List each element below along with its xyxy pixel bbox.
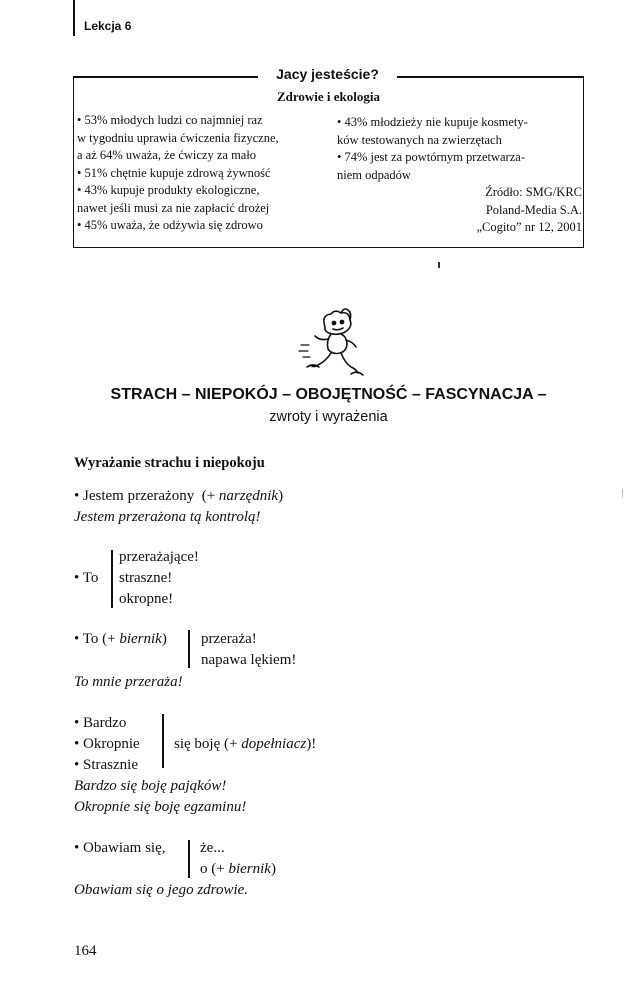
case-name: biernik <box>119 631 162 647</box>
case-open: (+ <box>201 488 216 504</box>
example-sentence: Obawiam się o jego zdrowie. <box>74 882 249 898</box>
stat-line: a aż 64% uważa, że ćwiczy za mało <box>77 148 257 162</box>
case-name: narzędnik <box>218 488 279 504</box>
option-text <box>200 859 276 880</box>
option-text: • Bardzo <box>74 715 127 731</box>
example-sentence: Okropnie się boję egzaminu! <box>74 799 247 815</box>
box-left-column <box>77 112 327 235</box>
scan-mark <box>622 489 623 498</box>
stat-line: w tygodniu uprawia ćwiczenia fizyczne, <box>77 130 279 145</box>
option-text: straszne! <box>119 570 173 586</box>
subheading: Wyrażanie strachu i niepokoju <box>74 455 265 471</box>
case-close: ) <box>278 488 284 504</box>
option-text: że... <box>200 840 225 856</box>
scan-mark <box>438 262 440 268</box>
expression-line <box>74 486 283 507</box>
box-top-rule <box>73 76 258 78</box>
stat-line: • 51% chętnie kupuje zdrową żywność <box>77 165 271 180</box>
option-text: napawa lękiem! <box>201 652 297 668</box>
option-text: okropne! <box>119 591 174 607</box>
expression-text: o (+ <box>200 861 225 877</box>
expression-line <box>174 734 316 755</box>
stat-line: • 43% młodzieży nie kupuje kosmety- <box>337 115 528 129</box>
example-sentence: Jestem przerażona tą kontrolą! <box>74 509 261 525</box>
case-close: ) <box>270 861 276 877</box>
box-top-rule <box>397 76 583 78</box>
bracket-line <box>188 630 190 668</box>
stat-line: • 45% uważa, że odżywia się zdrowo <box>77 218 263 232</box>
option-text: przerażające! <box>119 549 199 565</box>
stat-line: • 74% jest za powtórnym przetwarza- <box>337 150 525 164</box>
case-name: dopełniacz <box>241 736 307 752</box>
source-line: Poland-Media S.A. <box>485 202 582 217</box>
expression-text: się boję (+ <box>174 736 238 752</box>
bracket-line <box>162 714 164 768</box>
stat-line: • 43% kupuje produkty ekologiczne, <box>77 183 260 197</box>
bracket-line <box>188 840 190 878</box>
expression-prefix <box>74 629 167 650</box>
option-text: przeraża! <box>201 631 257 647</box>
box-subtitle: Zdrowie i ekologia <box>276 89 381 104</box>
section-title: STRACH – NIEPOKÓJ – OBOJĘTNOŚĆ – FASCYNACJA – <box>110 386 547 403</box>
expression-prefix: • Obawiam się, <box>74 840 166 856</box>
option-text: • Okropnie <box>74 736 140 752</box>
box-title: Jacy jesteście? <box>276 66 379 82</box>
case-close: ) <box>161 631 167 647</box>
example-sentence: To mnie przeraża! <box>74 674 183 690</box>
expression-text: • To (+ <box>74 631 116 647</box>
case-close: )! <box>306 736 317 752</box>
box-right-column <box>337 114 582 237</box>
section-subtitle: zwroty i wyrażenia <box>269 409 388 425</box>
stat-line: nawet jeśli musi za nie zapłacić drożej <box>77 200 270 215</box>
stat-line: ków testowanych na zwierzętach <box>337 132 502 147</box>
case-name: biernik <box>228 861 271 877</box>
bracket-line <box>111 550 113 608</box>
source-line: „Cogito” nr 12, 2001 <box>476 220 582 234</box>
header-rule <box>73 0 75 36</box>
expression-prefix: • To <box>74 570 99 586</box>
example-sentence: Bardzo się boję pająków! <box>74 778 227 794</box>
stat-line: • 53% młodych ludzi co najmniej raz <box>77 113 263 127</box>
lesson-label: Lekcja 6 <box>84 19 132 33</box>
expression-text: • Jestem przerażony <box>74 488 195 504</box>
option-text: • Strasznie <box>74 757 138 773</box>
stat-line: niem odpadów <box>337 167 411 182</box>
running-character-illustration <box>295 307 365 381</box>
source-line: Źródło: SMG/KRC <box>485 185 582 199</box>
page-number: 164 <box>74 943 97 959</box>
